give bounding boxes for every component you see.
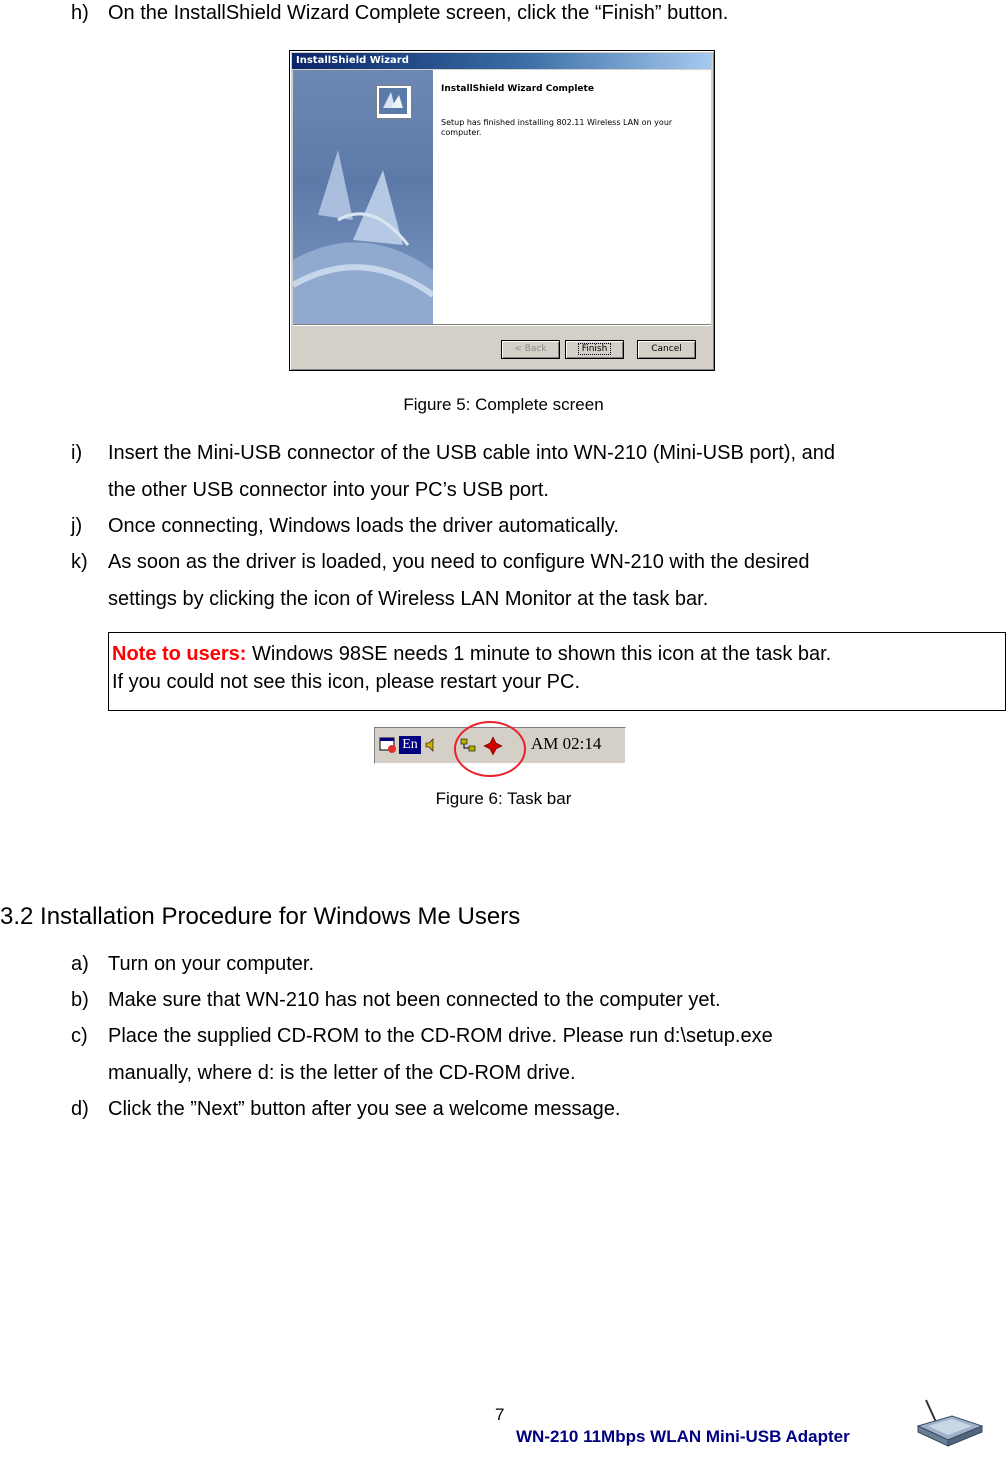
step-i-line2: the other USB connector into your PC’s USB port. <box>108 479 549 501</box>
footer-product-title: WN-210 11Mbps WLAN Mini-USB Adapter <box>516 1427 850 1446</box>
dialog-separator <box>293 324 711 326</box>
note-text-1: Windows 98SE needs 1 minute to shown this icon at the task bar. <box>246 643 832 665</box>
router-product-icon <box>912 1396 984 1448</box>
section-heading: 3.2 Installation Procedure for Windows Me Users <box>0 903 521 930</box>
step-k-line1: As soon as the driver is loaded, you need to configure WN-210 with the desired <box>108 551 810 573</box>
step-b-text: Make sure that WN-210 has not been connected to the computer yet. <box>108 989 721 1011</box>
step-j-marker: j) <box>71 515 83 537</box>
step-c-line2: manually, where d: is the letter of the CD-ROM drive. <box>108 1062 576 1084</box>
step-c-marker: c) <box>71 1025 88 1047</box>
dialog-heading: InstallShield Wizard Complete <box>441 84 594 94</box>
step-a-text: Turn on your computer. <box>108 953 315 975</box>
scheduler-icon[interactable] <box>379 736 397 754</box>
dialog-side-graphic <box>293 70 433 324</box>
installshield-logo-icon <box>376 85 412 119</box>
note-line-1 <box>112 640 1002 668</box>
step-i-line1: Insert the Mini-USB connector of the USB cable into WN-210 (Mini-USB port), and <box>108 442 835 464</box>
step-c-line1: Place the supplied CD-ROM to the CD-ROM drive. Please run d:\setup.exe <box>108 1025 773 1047</box>
dialog-body-text: Setup has finished installing 802.11 Wireless LAN on your computer. <box>441 118 673 137</box>
step-i-marker: i) <box>71 442 83 464</box>
dialog-content-panel <box>433 70 711 324</box>
page-number: 7 <box>495 1405 505 1424</box>
step-j-text: Once connecting, Windows loads the driver automatically. <box>108 515 619 537</box>
figure-6-caption: Figure 6: Task bar <box>435 789 572 808</box>
step-d-marker: d) <box>71 1098 89 1120</box>
note-line-2: If you could not see this icon, please restart your PC. <box>112 671 581 693</box>
note-label: Note to users: <box>112 643 247 665</box>
dialog-titlebar: InstallShield Wizard <box>292 53 712 69</box>
finish-button[interactable] <box>565 340 624 359</box>
installshield-dialog <box>289 50 715 371</box>
step-b-marker: b) <box>71 989 89 1011</box>
finish-button-label: Finish <box>579 344 611 354</box>
taskbar-clock: AM 02:14 <box>531 734 602 753</box>
language-icon[interactable]: En <box>399 736 421 754</box>
step-k-line2: settings by clicking the icon of Wireless LAN Monitor at the task bar. <box>108 588 709 610</box>
step-a-marker: a) <box>71 953 89 975</box>
installshield-swoosh-icon <box>293 70 433 324</box>
step-k-marker: k) <box>71 551 88 573</box>
back-button[interactable]: < Back <box>501 340 560 359</box>
cancel-button[interactable]: Cancel <box>637 340 696 359</box>
note-box <box>108 632 1006 711</box>
step-d-text: Click the ”Next” button after you see a welcome message. <box>108 1098 621 1120</box>
step-h-marker: h) <box>71 2 89 24</box>
figure-5-caption: Figure 5: Complete screen <box>403 395 604 414</box>
highlight-circle <box>454 721 526 777</box>
step-h-text: On the InstallShield Wizard Complete screen, click the “Finish” button. <box>108 2 729 24</box>
speaker-icon[interactable] <box>423 736 441 754</box>
